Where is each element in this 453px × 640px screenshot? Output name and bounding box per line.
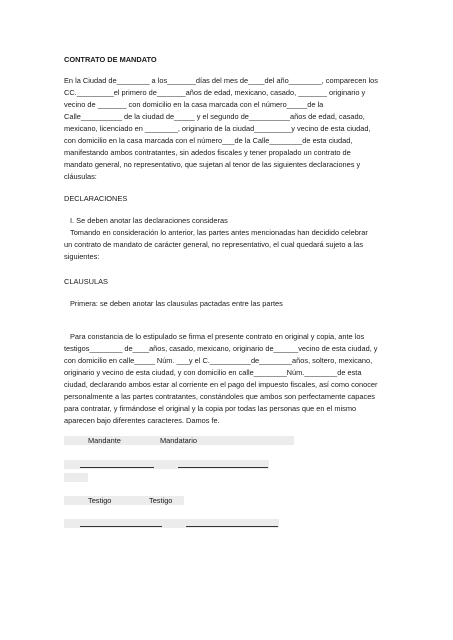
intro-line: vecino de _______ con domicilio en la casa marcada con el número_____de la (64, 100, 324, 109)
contract-title: CONTRATO DE MANDATO (64, 55, 157, 64)
clausulas-heading: CLAUSULAS (64, 277, 108, 286)
closing-line: aparecen bajo diferentes caracteres. Damos fe. (64, 416, 220, 425)
intro-line: Calle__________ de la ciudad de_____ y el segundo de__________años de edad, casado, (64, 112, 365, 121)
mandante-label: Mandante (88, 436, 121, 445)
closing-line: personalmente a las partes contratantes, constándoles que ambos son perfectamente capaces (64, 392, 376, 401)
intro-line: CC._________el primero de_______años de edad, mexicano, casado, _______ originario y (64, 88, 366, 97)
declaraciones-section (64, 215, 368, 263)
intro-line: mexicano, licenciado en ________, originario de la ciudad_________y vecino de esta ciudad, (64, 124, 371, 133)
declaraciones-line: siguientes: (64, 252, 100, 261)
closing-line: originario y vecino de esta ciudad, y con domicilio en calle________Núm.________de esta (64, 368, 362, 377)
closing-line: para contratar, y firmándose el original y la copia por todas las personas que en el mismo (64, 404, 357, 413)
closing-paragraph (64, 331, 378, 427)
declaraciones-line: Tomando en consideración lo anterior, las partes antes mencionadas han decidido celebrar (70, 228, 368, 237)
closing-line: Para constancia de lo estipulado se firma el presente contrato en original y copia, ante los (70, 332, 365, 341)
declaraciones-heading: DECLARACIONES (64, 194, 128, 203)
mandatario-signature-line (178, 467, 268, 468)
testigo-2-label: Testigo (149, 496, 173, 505)
closing-line: ciudad, declarando ambos estar al corriente en el pago del impuesto fiscales, así como conocer (64, 380, 378, 389)
intro-line: manifestando ambos contratantes, sin adedos fiscales y tener propalado un contrato de (64, 148, 351, 157)
clausulas-item (64, 298, 283, 310)
declaraciones-item: I. Se deben anotar las declaraciones consideras (70, 216, 228, 225)
signature-shading (64, 473, 88, 482)
intro-line: mandato general, no representativo, que sujetan al tenor de las siguientes declaraciones y (64, 160, 361, 169)
closing-line: testigos________ de____años, casado, mexicano, originario de______vecino de esta ciudad, y (64, 344, 378, 353)
testigo-1-signature-line (80, 526, 162, 527)
testigo-2-signature-line (186, 526, 278, 527)
clausulas-item-text: Primera: se deben anotar las clausulas pactadas entre las partes (70, 299, 283, 308)
mandatario-label: Mandatario (160, 436, 197, 445)
intro-paragraph (64, 75, 378, 183)
testigo-1-label: Testigo (88, 496, 112, 505)
intro-line: con domicilio en la casa marcada con el número___de la Calle________de esta ciudad, (64, 136, 353, 145)
mandante-signature-line (80, 467, 154, 468)
declaraciones-line: un contrato de mandato de carácter general, no representativo, el cual quedará sujeto a las (64, 240, 364, 249)
closing-line: con domicilio en calle_____ Núm. ___y el C.__________de________años, soltero, mexicano, (64, 356, 373, 365)
intro-line: cláusulas: (64, 172, 97, 181)
intro-line: En la Ciudad de________ a los_______días del mes de____del año________, comparecen los (64, 76, 378, 85)
